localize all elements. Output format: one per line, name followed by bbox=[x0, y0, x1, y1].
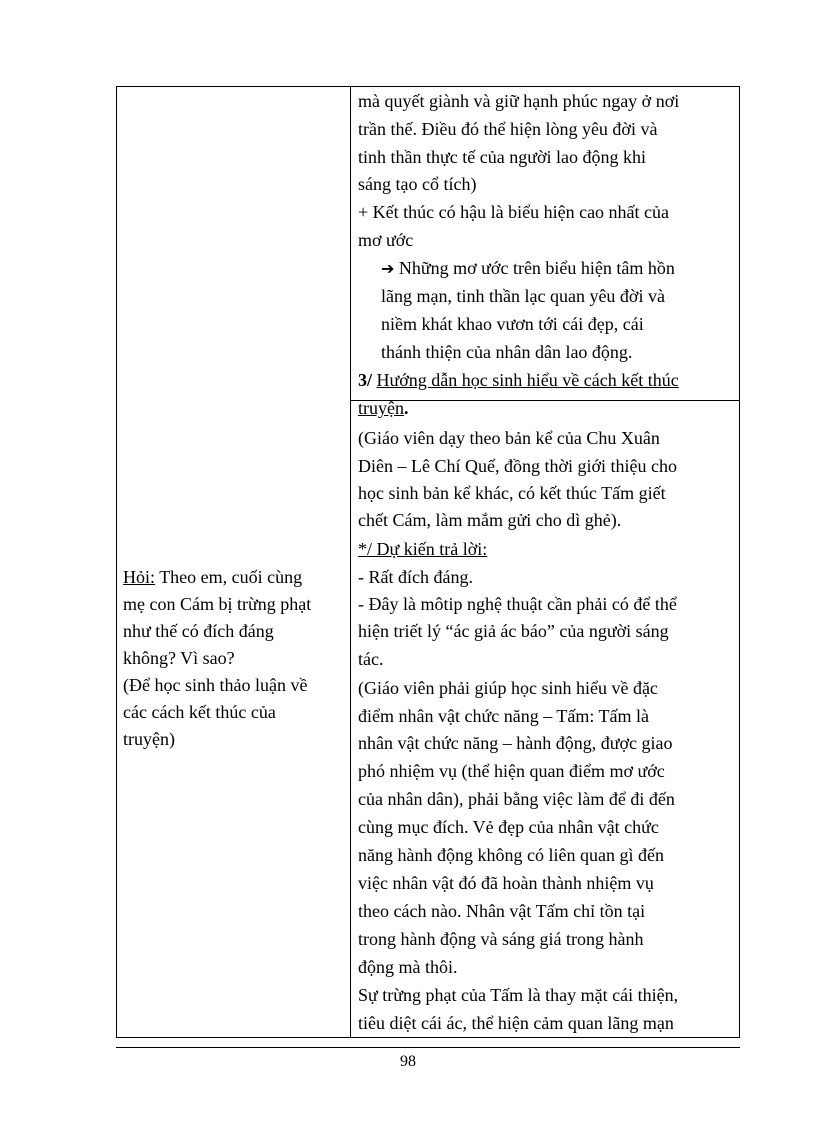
left-text-line: truyện) bbox=[123, 729, 175, 749]
teacher-note2-line: nhân vật chức năng – hành động, được giao bbox=[358, 733, 673, 753]
paragraph-line: mà quyết giành và giữ hạnh phúc ngay ở nơi bbox=[358, 91, 680, 111]
page-number: 98 bbox=[400, 1053, 416, 1070]
section-period: . bbox=[403, 398, 409, 418]
conclusion-line: niềm khát khao vươn tới cái đẹp, cái bbox=[381, 314, 644, 334]
teacher-note2-line: của nhân dân), phải bằng việc làm để đi đến bbox=[358, 789, 675, 809]
footer-rule bbox=[116, 1047, 740, 1048]
section-title-cont: truyện bbox=[358, 398, 404, 418]
teacher-note2-line: năng hành động không có liên quan gì đến bbox=[358, 845, 664, 865]
lesson-table bbox=[116, 86, 740, 1038]
teacher-note-line: Diên – Lê Chí Quế, đồng thời giới thiệu cho bbox=[358, 456, 677, 476]
left-text-line: các cách kết thúc của bbox=[123, 702, 276, 722]
question-label: Hỏi: bbox=[123, 567, 156, 587]
teacher-note2-line: việc nhân vật đó đã hoàn thành nhiệm vụ bbox=[358, 873, 654, 893]
question-text: Theo em, cuối cùng bbox=[155, 567, 303, 587]
final-paragraph-line: tiêu diệt cái ác, thể hiện cảm quan lãng mạn bbox=[358, 1013, 674, 1033]
left-text-line: không? Vì sao? bbox=[123, 648, 235, 668]
bullet-line: + Kết thúc có hậu là biểu hiện cao nhất của bbox=[358, 202, 670, 222]
conclusion-line: lãng mạn, tinh thần lạc quan yêu đời và bbox=[381, 286, 665, 306]
answer-line: - Đây là môtip nghệ thuật cần phải có để thể bbox=[358, 594, 677, 614]
final-paragraph-line: Sự trừng phạt của Tấm là thay mặt cái thiện, bbox=[358, 985, 679, 1005]
teacher-note-line: (Giáo viên dạy theo bản kể của Chu Xuân bbox=[358, 428, 660, 448]
answer-line: tác. bbox=[358, 649, 384, 669]
right-arrow-icon: ➔ bbox=[381, 259, 395, 278]
conclusion-line: thánh thiện của nhân dân lao động. bbox=[381, 342, 633, 362]
teacher-note2-line: phó nhiệm vụ (thể hiện quan điểm mơ ước bbox=[358, 761, 665, 781]
question-line bbox=[123, 564, 302, 591]
conclusion-text: Những mơ ước trên biểu hiện tâm hồn bbox=[394, 258, 675, 278]
teacher-note2-line: điểm nhân vật chức năng – Tấm: Tấm là bbox=[358, 706, 650, 726]
teacher-note2-line: theo cách nào. Nhân vật Tấm chỉ tồn tại bbox=[358, 901, 646, 921]
left-text-line: như thế có đích đáng bbox=[123, 621, 274, 641]
teacher-note2-line: (Giáo viên phải giúp học sinh hiểu về đặc bbox=[358, 678, 658, 698]
teacher-question-column bbox=[117, 87, 351, 1037]
paragraph-line: tinh thần thực tế của người lao động khi bbox=[358, 147, 646, 167]
answer-line: hiện triết lý “ác giả ác báo” của người sáng bbox=[358, 621, 669, 641]
section-title: Hướng dẫn học sinh hiểu về cách kết thúc bbox=[376, 370, 679, 390]
bullet-line: mơ ước bbox=[358, 230, 414, 250]
teacher-note2-line: trong hành động và sáng giá trong hành bbox=[358, 929, 644, 949]
answer-line: - Rất đích đáng. bbox=[358, 567, 473, 587]
heading-rule bbox=[351, 400, 739, 401]
teacher-note-line: chết Cám, làm mắm gửi cho dì ghẻ). bbox=[358, 510, 622, 530]
left-text-line: (Để học sinh thảo luận về bbox=[123, 675, 308, 695]
teacher-note2-line: cùng mục đích. Vẻ đẹp của nhân vật chức bbox=[358, 817, 659, 837]
section-number: 3/ bbox=[358, 370, 373, 390]
section-heading-cont bbox=[358, 395, 408, 422]
content-column bbox=[351, 87, 739, 1037]
expected-answer-label: */ Dự kiến trả lời: bbox=[358, 539, 488, 559]
section-heading bbox=[358, 367, 679, 394]
paragraph-line: sáng tạo cổ tích) bbox=[358, 174, 477, 194]
left-text-line: mẹ con Cám bị trừng phạt bbox=[123, 594, 312, 614]
conclusion-line bbox=[381, 255, 675, 282]
teacher-note2-line: động mà thôi. bbox=[358, 957, 458, 977]
paragraph-line: trần thế. Điều đó thể hiện lòng yêu đời và bbox=[358, 119, 658, 139]
teacher-note-line: học sinh bản kể khác, có kết thúc Tấm giết bbox=[358, 483, 666, 503]
